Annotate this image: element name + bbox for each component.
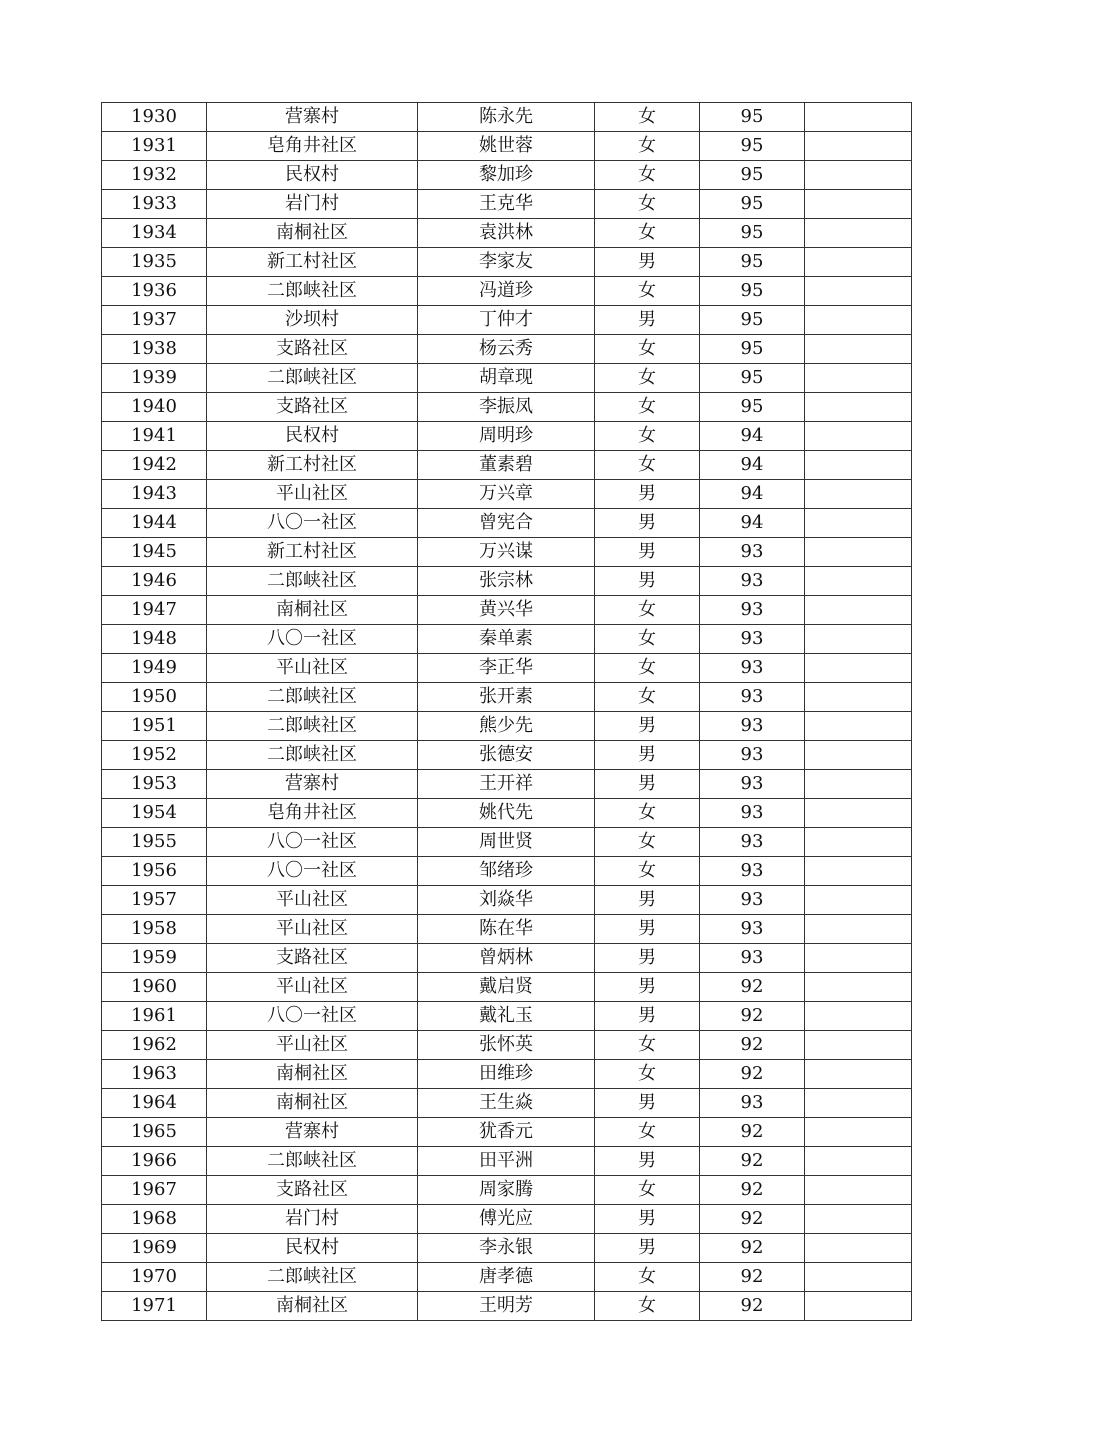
age-cell: 93 [700, 799, 805, 828]
gender-cell: 男 [595, 1089, 700, 1118]
gender-cell: 女 [595, 1176, 700, 1205]
remark-cell [805, 915, 912, 944]
table-row [102, 277, 912, 306]
serial-number-cell: 1955 [102, 828, 207, 857]
person-name-cell: 胡章现 [418, 364, 595, 393]
remark-cell [805, 799, 912, 828]
table-row [102, 1089, 912, 1118]
serial-number-cell: 1949 [102, 654, 207, 683]
serial-number-cell: 1965 [102, 1118, 207, 1147]
remark-cell [805, 1205, 912, 1234]
serial-number-cell: 1940 [102, 393, 207, 422]
table-row [102, 1205, 912, 1234]
remark-cell [805, 1147, 912, 1176]
table-row [102, 1031, 912, 1060]
community-cell: 南桐社区 [207, 1060, 418, 1089]
age-cell: 93 [700, 1089, 805, 1118]
remark-cell [805, 451, 912, 480]
person-name-cell: 李振凤 [418, 393, 595, 422]
gender-cell: 女 [595, 393, 700, 422]
table-row [102, 654, 912, 683]
gender-cell: 女 [595, 1031, 700, 1060]
person-name-cell: 戴启贤 [418, 973, 595, 1002]
gender-cell: 男 [595, 1205, 700, 1234]
gender-cell: 女 [595, 1292, 700, 1321]
remark-cell [805, 1234, 912, 1263]
community-cell: 新工村社区 [207, 451, 418, 480]
serial-number-cell: 1971 [102, 1292, 207, 1321]
remark-cell [805, 335, 912, 364]
community-cell: 二郎峡社区 [207, 683, 418, 712]
community-cell: 营寨村 [207, 770, 418, 799]
serial-number-cell: 1954 [102, 799, 207, 828]
age-cell: 93 [700, 538, 805, 567]
table-row [102, 596, 912, 625]
table-row [102, 1118, 912, 1147]
age-cell: 92 [700, 1292, 805, 1321]
person-name-cell: 犹香元 [418, 1118, 595, 1147]
person-name-cell: 刘焱华 [418, 886, 595, 915]
serial-number-cell: 1968 [102, 1205, 207, 1234]
serial-number-cell: 1943 [102, 480, 207, 509]
remark-cell [805, 1292, 912, 1321]
community-cell: 平山社区 [207, 886, 418, 915]
gender-cell: 男 [595, 480, 700, 509]
community-cell: 八〇一社区 [207, 509, 418, 538]
community-cell: 二郎峡社区 [207, 712, 418, 741]
community-cell: 民权村 [207, 1234, 418, 1263]
community-cell: 八〇一社区 [207, 625, 418, 654]
table-row [102, 219, 912, 248]
remark-cell [805, 1176, 912, 1205]
community-cell: 南桐社区 [207, 1089, 418, 1118]
remark-cell [805, 857, 912, 886]
community-cell: 平山社区 [207, 654, 418, 683]
age-cell: 93 [700, 741, 805, 770]
serial-number-cell: 1948 [102, 625, 207, 654]
table-row [102, 712, 912, 741]
community-cell: 民权村 [207, 422, 418, 451]
age-cell: 95 [700, 132, 805, 161]
age-cell: 95 [700, 364, 805, 393]
gender-cell: 女 [595, 190, 700, 219]
remark-cell [805, 683, 912, 712]
gender-cell: 男 [595, 712, 700, 741]
gender-cell: 女 [595, 277, 700, 306]
person-name-cell: 王克华 [418, 190, 595, 219]
person-name-cell: 田维珍 [418, 1060, 595, 1089]
gender-cell: 女 [595, 103, 700, 132]
remark-cell [805, 190, 912, 219]
person-name-cell: 杨云秀 [418, 335, 595, 364]
person-name-cell: 王开祥 [418, 770, 595, 799]
gender-cell: 女 [595, 828, 700, 857]
serial-number-cell: 1961 [102, 1002, 207, 1031]
table-row [102, 306, 912, 335]
remark-cell [805, 1089, 912, 1118]
remark-cell [805, 828, 912, 857]
age-cell: 92 [700, 1263, 805, 1292]
person-name-cell: 袁洪林 [418, 219, 595, 248]
person-name-cell: 王明芳 [418, 1292, 595, 1321]
table-row [102, 770, 912, 799]
age-cell: 92 [700, 1060, 805, 1089]
age-cell: 92 [700, 1205, 805, 1234]
person-name-cell: 王生焱 [418, 1089, 595, 1118]
person-name-cell: 张宗林 [418, 567, 595, 596]
person-name-cell: 戴礼玉 [418, 1002, 595, 1031]
community-cell: 南桐社区 [207, 1292, 418, 1321]
community-cell: 支路社区 [207, 944, 418, 973]
serial-number-cell: 1967 [102, 1176, 207, 1205]
serial-number-cell: 1964 [102, 1089, 207, 1118]
remark-cell [805, 393, 912, 422]
remark-cell [805, 1002, 912, 1031]
age-cell: 93 [700, 625, 805, 654]
remark-cell [805, 770, 912, 799]
remark-cell [805, 509, 912, 538]
remark-cell [805, 944, 912, 973]
table-row [102, 944, 912, 973]
community-cell: 平山社区 [207, 973, 418, 1002]
remark-cell [805, 973, 912, 1002]
remark-cell [805, 596, 912, 625]
age-cell: 94 [700, 451, 805, 480]
remark-cell [805, 422, 912, 451]
serial-number-cell: 1933 [102, 190, 207, 219]
gender-cell: 女 [595, 422, 700, 451]
serial-number-cell: 1963 [102, 1060, 207, 1089]
person-name-cell: 邹绪珍 [418, 857, 595, 886]
table-row [102, 364, 912, 393]
age-cell: 93 [700, 770, 805, 799]
serial-number-cell: 1966 [102, 1147, 207, 1176]
age-cell: 92 [700, 1002, 805, 1031]
person-name-cell: 万兴章 [418, 480, 595, 509]
community-cell: 二郎峡社区 [207, 277, 418, 306]
age-cell: 93 [700, 944, 805, 973]
remark-cell [805, 741, 912, 770]
serial-number-cell: 1945 [102, 538, 207, 567]
community-cell: 岩门村 [207, 190, 418, 219]
gender-cell: 女 [595, 799, 700, 828]
person-name-cell: 秦单素 [418, 625, 595, 654]
person-name-cell: 丁仲才 [418, 306, 595, 335]
age-cell: 92 [700, 973, 805, 1002]
person-name-cell: 李家友 [418, 248, 595, 277]
table-row [102, 451, 912, 480]
age-cell: 94 [700, 509, 805, 538]
community-cell: 新工村社区 [207, 248, 418, 277]
gender-cell: 男 [595, 509, 700, 538]
community-cell: 南桐社区 [207, 219, 418, 248]
gender-cell: 男 [595, 973, 700, 1002]
remark-cell [805, 1263, 912, 1292]
age-cell: 95 [700, 103, 805, 132]
table-row [102, 393, 912, 422]
person-name-cell: 曾宪合 [418, 509, 595, 538]
table-row [102, 973, 912, 1002]
age-cell: 95 [700, 190, 805, 219]
remark-cell [805, 712, 912, 741]
table-row [102, 828, 912, 857]
age-cell: 93 [700, 712, 805, 741]
table-row [102, 509, 912, 538]
remark-cell [805, 1118, 912, 1147]
remark-cell [805, 306, 912, 335]
serial-number-cell: 1936 [102, 277, 207, 306]
age-cell: 95 [700, 335, 805, 364]
roster-table [101, 102, 912, 1321]
age-cell: 93 [700, 567, 805, 596]
serial-number-cell: 1969 [102, 1234, 207, 1263]
community-cell: 二郎峡社区 [207, 1263, 418, 1292]
community-cell: 二郎峡社区 [207, 1147, 418, 1176]
person-name-cell: 万兴谋 [418, 538, 595, 567]
table-row [102, 857, 912, 886]
person-name-cell: 唐孝德 [418, 1263, 595, 1292]
community-cell: 皂角井社区 [207, 799, 418, 828]
community-cell: 新工村社区 [207, 538, 418, 567]
person-name-cell: 张怀英 [418, 1031, 595, 1060]
remark-cell [805, 654, 912, 683]
serial-number-cell: 1939 [102, 364, 207, 393]
person-name-cell: 周明珍 [418, 422, 595, 451]
person-name-cell: 董素碧 [418, 451, 595, 480]
serial-number-cell: 1960 [102, 973, 207, 1002]
table-row [102, 422, 912, 451]
serial-number-cell: 1941 [102, 422, 207, 451]
age-cell: 93 [700, 857, 805, 886]
community-cell: 皂角井社区 [207, 132, 418, 161]
age-cell: 94 [700, 422, 805, 451]
person-name-cell: 周世贤 [418, 828, 595, 857]
person-name-cell: 曾炳林 [418, 944, 595, 973]
table-row [102, 1292, 912, 1321]
community-cell: 岩门村 [207, 1205, 418, 1234]
community-cell: 支路社区 [207, 1176, 418, 1205]
table-row [102, 248, 912, 277]
table-row [102, 1060, 912, 1089]
remark-cell [805, 1031, 912, 1060]
person-name-cell: 田平洲 [418, 1147, 595, 1176]
gender-cell: 男 [595, 306, 700, 335]
serial-number-cell: 1962 [102, 1031, 207, 1060]
table-row [102, 103, 912, 132]
table-row [102, 741, 912, 770]
community-cell: 营寨村 [207, 1118, 418, 1147]
serial-number-cell: 1950 [102, 683, 207, 712]
person-name-cell: 傅光应 [418, 1205, 595, 1234]
serial-number-cell: 1935 [102, 248, 207, 277]
remark-cell [805, 248, 912, 277]
community-cell: 八〇一社区 [207, 1002, 418, 1031]
community-cell: 八〇一社区 [207, 857, 418, 886]
table-row [102, 1263, 912, 1292]
community-cell: 平山社区 [207, 1031, 418, 1060]
person-name-cell: 陈永先 [418, 103, 595, 132]
gender-cell: 男 [595, 944, 700, 973]
gender-cell: 女 [595, 683, 700, 712]
community-cell: 二郎峡社区 [207, 364, 418, 393]
gender-cell: 女 [595, 132, 700, 161]
person-name-cell: 周家腾 [418, 1176, 595, 1205]
remark-cell [805, 364, 912, 393]
serial-number-cell: 1934 [102, 219, 207, 248]
age-cell: 92 [700, 1176, 805, 1205]
age-cell: 95 [700, 219, 805, 248]
table-row [102, 799, 912, 828]
person-name-cell: 冯道珍 [418, 277, 595, 306]
gender-cell: 女 [595, 364, 700, 393]
person-name-cell: 张开素 [418, 683, 595, 712]
serial-number-cell: 1932 [102, 161, 207, 190]
table-row [102, 538, 912, 567]
remark-cell [805, 480, 912, 509]
gender-cell: 女 [595, 596, 700, 625]
table-row [102, 915, 912, 944]
gender-cell: 女 [595, 857, 700, 886]
gender-cell: 男 [595, 567, 700, 596]
serial-number-cell: 1947 [102, 596, 207, 625]
age-cell: 93 [700, 915, 805, 944]
gender-cell: 女 [595, 1060, 700, 1089]
serial-number-cell: 1970 [102, 1263, 207, 1292]
gender-cell: 女 [595, 161, 700, 190]
age-cell: 95 [700, 306, 805, 335]
table-row [102, 1002, 912, 1031]
table-row [102, 683, 912, 712]
table-row [102, 190, 912, 219]
community-cell: 八〇一社区 [207, 828, 418, 857]
gender-cell: 男 [595, 915, 700, 944]
table-row [102, 161, 912, 190]
table-row [102, 1234, 912, 1263]
remark-cell [805, 567, 912, 596]
remark-cell [805, 132, 912, 161]
serial-number-cell: 1937 [102, 306, 207, 335]
community-cell: 民权村 [207, 161, 418, 190]
person-name-cell: 姚世蓉 [418, 132, 595, 161]
table-row [102, 335, 912, 364]
community-cell: 沙坝村 [207, 306, 418, 335]
community-cell: 平山社区 [207, 915, 418, 944]
gender-cell: 男 [595, 1002, 700, 1031]
community-cell: 二郎峡社区 [207, 567, 418, 596]
serial-number-cell: 1944 [102, 509, 207, 538]
table-row [102, 625, 912, 654]
serial-number-cell: 1959 [102, 944, 207, 973]
serial-number-cell: 1958 [102, 915, 207, 944]
gender-cell: 男 [595, 886, 700, 915]
gender-cell: 男 [595, 1234, 700, 1263]
gender-cell: 男 [595, 1147, 700, 1176]
serial-number-cell: 1952 [102, 741, 207, 770]
remark-cell [805, 161, 912, 190]
community-cell: 二郎峡社区 [207, 741, 418, 770]
person-name-cell: 黎加珍 [418, 161, 595, 190]
age-cell: 92 [700, 1234, 805, 1263]
age-cell: 94 [700, 480, 805, 509]
table-row [102, 1147, 912, 1176]
table-row [102, 567, 912, 596]
table-row [102, 1176, 912, 1205]
community-cell: 平山社区 [207, 480, 418, 509]
remark-cell [805, 1060, 912, 1089]
table-row [102, 480, 912, 509]
community-cell: 营寨村 [207, 103, 418, 132]
remark-cell [805, 886, 912, 915]
gender-cell: 男 [595, 248, 700, 277]
serial-number-cell: 1930 [102, 103, 207, 132]
person-name-cell: 陈在华 [418, 915, 595, 944]
gender-cell: 女 [595, 625, 700, 654]
age-cell: 92 [700, 1147, 805, 1176]
age-cell: 93 [700, 654, 805, 683]
age-cell: 92 [700, 1031, 805, 1060]
person-name-cell: 张德安 [418, 741, 595, 770]
community-cell: 支路社区 [207, 393, 418, 422]
age-cell: 93 [700, 596, 805, 625]
serial-number-cell: 1953 [102, 770, 207, 799]
serial-number-cell: 1956 [102, 857, 207, 886]
gender-cell: 女 [595, 335, 700, 364]
age-cell: 93 [700, 828, 805, 857]
remark-cell [805, 103, 912, 132]
remark-cell [805, 277, 912, 306]
serial-number-cell: 1957 [102, 886, 207, 915]
remark-cell [805, 219, 912, 248]
gender-cell: 女 [595, 219, 700, 248]
gender-cell: 女 [595, 654, 700, 683]
person-name-cell: 熊少先 [418, 712, 595, 741]
roster-body [102, 103, 912, 1321]
serial-number-cell: 1946 [102, 567, 207, 596]
gender-cell: 男 [595, 538, 700, 567]
serial-number-cell: 1931 [102, 132, 207, 161]
age-cell: 93 [700, 886, 805, 915]
serial-number-cell: 1938 [102, 335, 207, 364]
person-name-cell: 黄兴华 [418, 596, 595, 625]
person-name-cell: 李正华 [418, 654, 595, 683]
document-page [101, 102, 912, 1321]
age-cell: 95 [700, 248, 805, 277]
age-cell: 95 [700, 393, 805, 422]
gender-cell: 女 [595, 1263, 700, 1292]
person-name-cell: 姚代先 [418, 799, 595, 828]
serial-number-cell: 1951 [102, 712, 207, 741]
remark-cell [805, 625, 912, 654]
age-cell: 95 [700, 277, 805, 306]
community-cell: 南桐社区 [207, 596, 418, 625]
gender-cell: 女 [595, 451, 700, 480]
age-cell: 93 [700, 683, 805, 712]
remark-cell [805, 538, 912, 567]
serial-number-cell: 1942 [102, 451, 207, 480]
person-name-cell: 李永银 [418, 1234, 595, 1263]
table-row [102, 132, 912, 161]
table-row [102, 886, 912, 915]
gender-cell: 男 [595, 770, 700, 799]
gender-cell: 女 [595, 1118, 700, 1147]
gender-cell: 男 [595, 741, 700, 770]
age-cell: 92 [700, 1118, 805, 1147]
age-cell: 95 [700, 161, 805, 190]
community-cell: 支路社区 [207, 335, 418, 364]
